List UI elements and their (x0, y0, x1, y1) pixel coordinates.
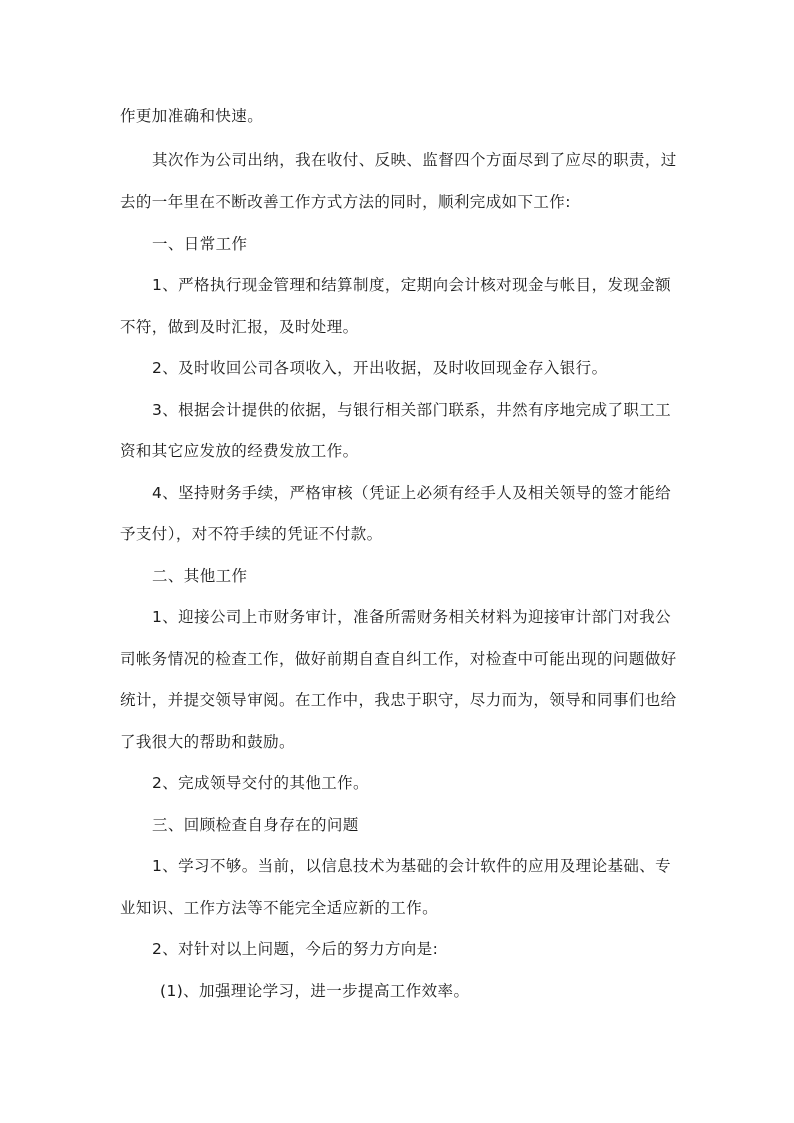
text-line: 司帐务情况的检查工作，做好前期自查自纠工作，对检查中可能出现的问题做好 (120, 650, 677, 668)
text-line: 1、严格执行现金管理和结算制度，定期向会计核对现金与帐目，发现金额 (152, 276, 672, 294)
text-line: 其次作为公司出纳，我在收付、反映、监督四个方面尽到了应尽的职责，过 (152, 151, 677, 169)
text-line: 去的一年里在不断改善工作方式方法的同时，顺利完成如下工作: (120, 193, 571, 211)
text-line: 统计，并提交领导审阅。在工作中，我忠于职守，尽力而为，领导和同事们也给 (120, 691, 677, 709)
text-line: (1)、加强理论学习，进一步提高工作效率。 (160, 982, 470, 1000)
section-heading: 二、其他工作 (152, 567, 248, 585)
text-line: 4、坚持财务手续，严格审核（凭证上必须有经手人及相关领导的签才能给 (152, 484, 672, 502)
text-line: 1、学习不够。当前，以信息技术为基础的会计软件的应用及理论基础、专 (152, 857, 672, 875)
text-line: 3、根据会计提供的依据，与银行相关部门联系，井然有序地完成了职工工 (152, 401, 672, 419)
text-line: 2、及时收回公司各项收入，开出收据，及时收回现金存入银行。 (152, 359, 608, 377)
text-line: 作更加准确和快速。 (120, 107, 264, 125)
text-line: 了我很大的帮助和鼓励。 (120, 733, 295, 751)
section-heading: 三、回顾检查自身存在的问题 (152, 816, 359, 834)
text-line: 业知识、工作方法等不能完全适应新的工作。 (120, 899, 439, 917)
text-line: 2、完成领导交付的其他工作。 (152, 774, 369, 792)
text-line: 不符，做到及时汇报，及时处理。 (120, 318, 359, 336)
section-heading: 一、日常工作 (152, 235, 248, 253)
text-line: 2、对针对以上问题，今后的努力方向是: (152, 940, 439, 958)
text-line: 1、迎接公司上市财务审计，准备所需财务相关材料为迎接审计部门对我公 (152, 608, 672, 626)
text-line: 予支付），对不符手续的凭证不付款。 (120, 525, 383, 543)
text-line: 资和其它应发放的经费发放工作。 (120, 442, 359, 460)
